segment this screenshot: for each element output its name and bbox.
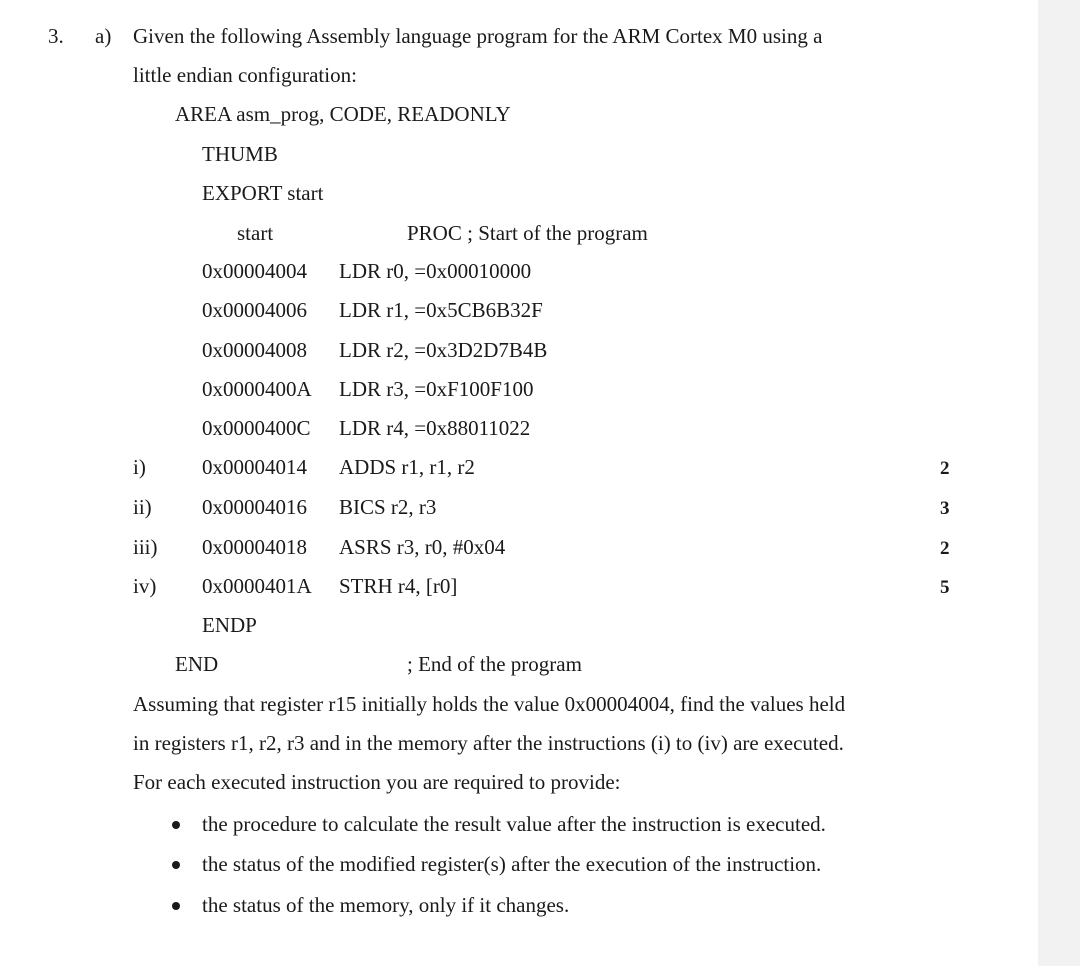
code-proc: PROC ; Start of the program <box>407 221 648 245</box>
instr-address: 0x00004008 <box>202 338 307 362</box>
instr-address: 0x00004006 <box>202 298 307 322</box>
instr-address: 0x0000400A <box>202 377 312 401</box>
instr-tag: iv) <box>133 574 157 598</box>
instr-address: 0x0000401A <box>202 574 312 598</box>
instr-text: BICS r2, r3 <box>339 495 437 519</box>
instr-marks: 2 <box>940 538 950 559</box>
bullet-dot-icon <box>172 821 180 829</box>
code-area: AREA asm_prog, CODE, READONLY <box>175 102 511 126</box>
code-endp: ENDP <box>202 613 257 637</box>
question-part: a) <box>95 24 112 48</box>
instr-marks: 5 <box>940 577 950 598</box>
instr-text: LDR r2, =0x3D2D7B4B <box>339 338 548 362</box>
code-export: EXPORT start <box>202 181 324 205</box>
instr-marks: 2 <box>940 458 950 479</box>
instr-address: 0x0000400C <box>202 416 311 440</box>
instr-text: LDR r3, =0xF100F100 <box>339 377 534 401</box>
instr-text: STRH r4, [r0] <box>339 574 458 598</box>
bullet-dot-icon <box>172 902 180 910</box>
question-number: 3. <box>48 24 64 48</box>
instr-address: 0x00004004 <box>202 259 307 283</box>
code-end-comment: ; End of the program <box>407 652 582 676</box>
instr-tag: ii) <box>133 495 152 519</box>
instr-tag: i) <box>133 455 146 479</box>
instr-text: ASRS r3, r0, #0x04 <box>339 535 506 559</box>
bullet-dot-icon <box>172 861 180 869</box>
bullet-item: the procedure to calculate the result value after the instruction is executed. <box>202 812 826 836</box>
code-thumb: THUMB <box>202 142 278 166</box>
instr-address: 0x00004016 <box>202 495 307 519</box>
margin-strip <box>1038 0 1080 966</box>
code-end: END <box>175 652 219 676</box>
code-start-label: start <box>237 221 274 245</box>
bullet-item: the status of the memory, only if it changes. <box>202 893 570 917</box>
question-intro-line1: Given the following Assembly language program for the ARM Cortex M0 using a <box>133 24 823 48</box>
instr-text: LDR r0, =0x00010000 <box>339 259 532 283</box>
question-intro-line2: little endian configuration: <box>133 63 357 87</box>
assumption-line3: For each executed instruction you are required to provide: <box>133 770 621 794</box>
instr-marks: 3 <box>940 498 950 519</box>
bullet-item: the status of the modified register(s) after the execution of the instruction. <box>202 852 822 876</box>
instr-text: LDR r1, =0x5CB6B32F <box>339 298 543 322</box>
instr-text: ADDS r1, r1, r2 <box>339 455 475 479</box>
instr-tag: iii) <box>133 535 158 559</box>
assumption-line2: in registers r1, r2, r3 and in the memory after the instructions (i) to (iv) are executed. <box>133 731 844 755</box>
instr-text: LDR r4, =0x88011022 <box>339 416 531 440</box>
instr-address: 0x00004018 <box>202 535 307 559</box>
instr-address: 0x00004014 <box>202 455 307 479</box>
assumption-line1: Assuming that register r15 initially holds the value 0x00004004, find the values held <box>133 692 846 716</box>
